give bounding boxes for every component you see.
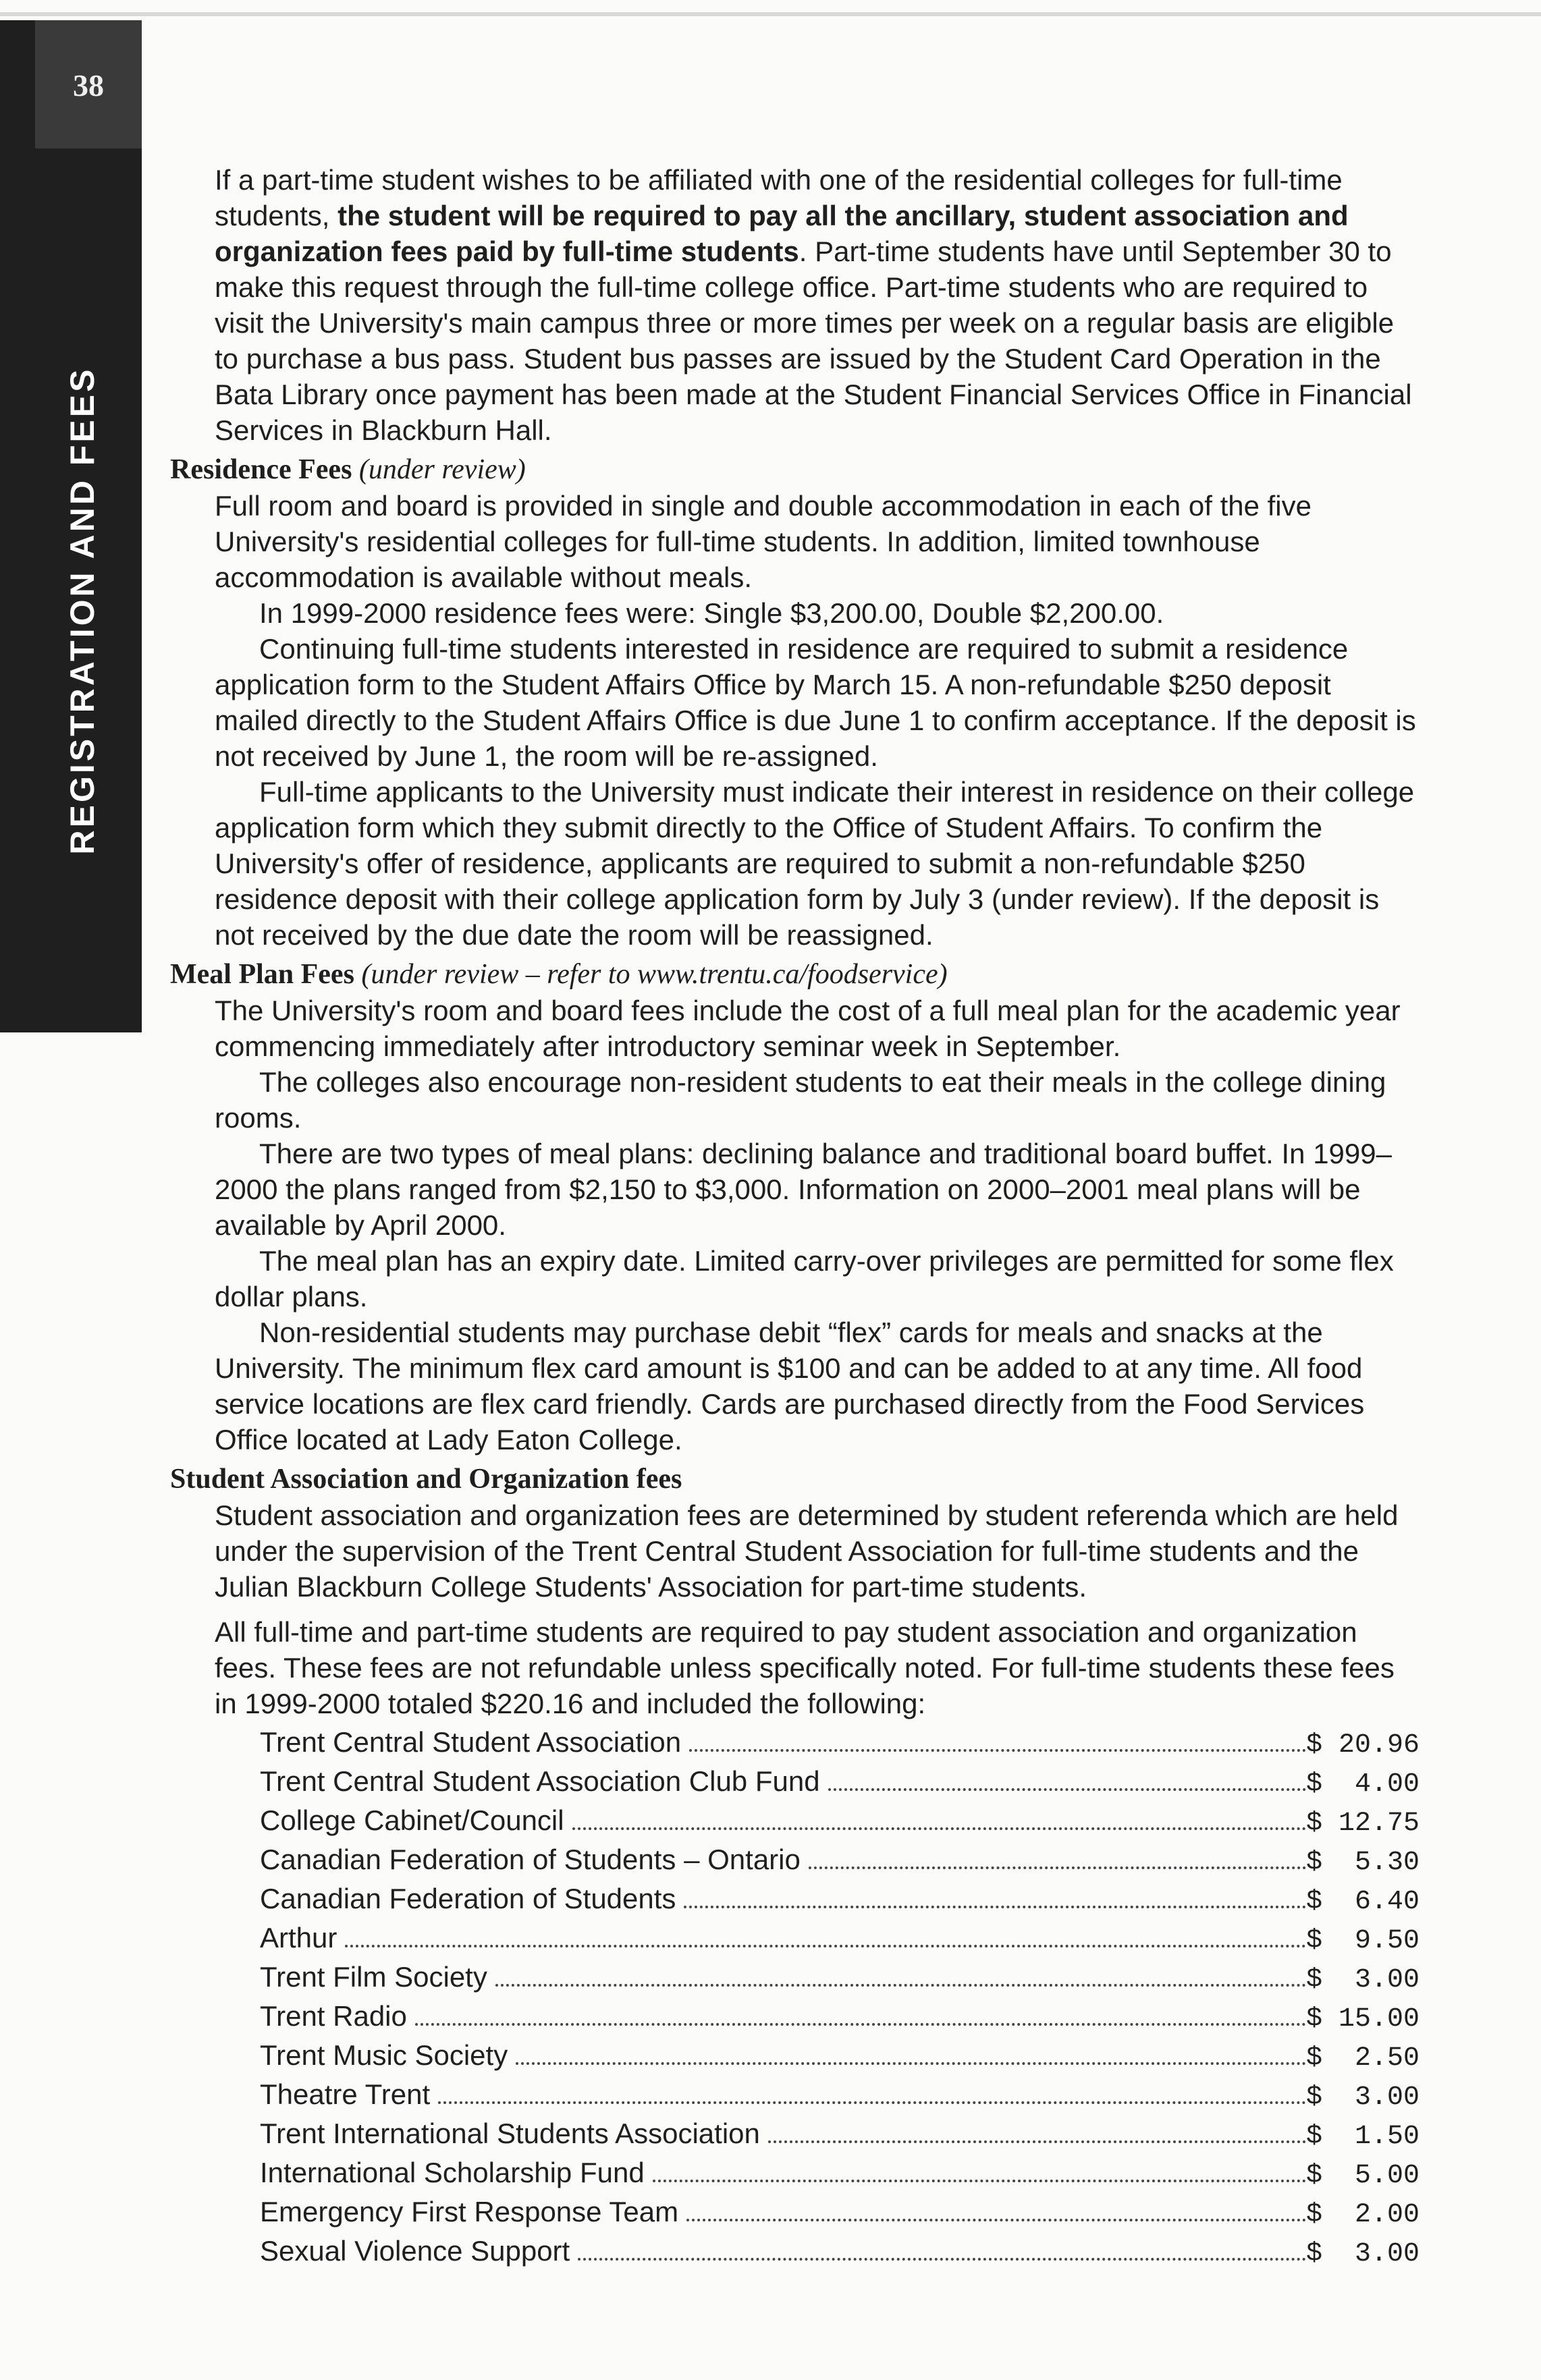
page-number: 38 — [73, 68, 104, 103]
student-assoc-paragraph-2: All full-time and part-time students are required to pay student association and organization fees. These fees are not refundable unless specifically noted. For full-time students these fees in 1999-2000 totaled $220.16 and included the following: — [215, 1616, 1395, 1719]
fee-label: Trent Music Society — [260, 2039, 508, 2071]
residence-heading-note: (under review) — [358, 454, 526, 485]
dot-leader — [516, 2062, 1306, 2065]
intro-text-1: If a part-time student wishes to be affiliated with one of the residential colleges for full-time students, — [215, 164, 1343, 231]
fee-row — [260, 2037, 1421, 2076]
fee-amount: $ 6.40 — [1306, 1887, 1420, 1917]
dot-leader — [828, 1788, 1306, 1791]
top-rule — [0, 12, 1541, 16]
meal-plan-heading-text: Meal Plan Fees — [170, 959, 354, 990]
fee-amount: $ 5.30 — [1306, 1848, 1420, 1878]
residence-heading-text: Residence Fees — [170, 454, 352, 485]
dot-leader — [572, 1827, 1306, 1830]
residence-paragraph-4: Full-time applicants to the University must indicate their interest in residence on their college application form which they submit directly to the Office of Student Affairs. To confirm the University's offer of residence, applicants are required to submit a non-refundable $250 residence deposit with their college application form by July 3 (under review). If the deposit is not received by the due date the room will be reassigned. — [215, 776, 1415, 951]
meal-paragraph-1: The University's room and board fees include the cost of a full meal plan for the academic year commencing immediately after introductory seminar week in September. — [215, 995, 1401, 1062]
fee-amount: $ 2.50 — [1306, 2043, 1420, 2074]
residence-heading — [170, 452, 1419, 488]
fee-amount: $ 3.00 — [1306, 2082, 1420, 2113]
meal-plan-heading-note: (under review – refer to www.trentu.ca/foodservice) — [361, 959, 948, 990]
fee-amount: $ 15.00 — [1306, 2004, 1420, 2035]
dot-leader — [684, 1906, 1306, 1908]
dot-leader — [578, 2258, 1306, 2261]
fee-amount: $ 20.96 — [1306, 1730, 1420, 1761]
fee-amount: $ 3.00 — [1306, 1965, 1420, 1995]
fee-row — [260, 1959, 1421, 1998]
fee-label: Canadian Federation of Students – Ontario — [260, 1844, 801, 1875]
intro-paragraph — [170, 162, 1419, 448]
dot-leader — [768, 2140, 1306, 2143]
fee-row — [260, 2076, 1421, 2115]
fee-list — [170, 1724, 1419, 2272]
fee-amount: $ 4.00 — [1306, 1769, 1420, 1800]
intro-text-2: . Part-time students have until September 30 to make this request through the full-time college office. Part-time students who are required to visit the University's main campus three or more times per week on a regular basis are eligible to purchase a bus pass. Student bus passes are issued by the Student Card Operation in the Bata Library once payment has been made at the Student Financial Services Office in Financial Services in Blackburn Hall. — [215, 236, 1412, 446]
fee-label: Arthur — [260, 1922, 337, 1954]
section-title-vertical: REGISTRATION AND FEES — [63, 366, 101, 855]
student-assoc-paragraph-1: Student association and organization fees are determined by student referenda which are held under the supervision of the Trent Central Student Association for full-time students and the Julian Blackburn College Students' Association for part-time students. — [215, 1499, 1399, 1603]
fee-row — [260, 2233, 1421, 2272]
intro-bold-text: the student will be required to pay all the ancillary, student association and organization fees paid by full-time students — [215, 200, 1349, 267]
fee-row — [260, 1842, 1421, 1881]
fee-label: Trent Film Society — [260, 1961, 487, 1993]
fee-amount: $ 3.00 — [1306, 2239, 1420, 2269]
fee-label: College Cabinet/Council — [260, 1804, 564, 1836]
fee-row — [260, 2194, 1421, 2233]
residence-paragraph-1: Full room and board is provided in single and double accommodation in each of the five University's residential colleges for full-time students. In addition, limited townhouse accommodation is available without meals. — [215, 490, 1312, 593]
fee-label: International Scholarship Fund — [260, 2157, 645, 2188]
fee-label: Trent Central Student Association — [260, 1726, 682, 1758]
meal-paragraph-4: The meal plan has an expiry date. Limited carry-over privileges are permitted for some flex dollar plans. — [215, 1245, 1394, 1312]
dot-leader — [689, 1749, 1306, 1752]
fee-label: Canadian Federation of Students — [260, 1883, 676, 1914]
meal-paragraph-5: Non-residential students may purchase debit “flex” cards for meals and snacks at the University. The minimum flex card amount is $100 and can be added to at any time. All food service locations are flex card friendly. Cards are purchased directly from the Food Services Office located at Lady Eaton College. — [215, 1317, 1365, 1456]
meal-plan-heading — [170, 957, 1419, 993]
meal-paragraph-3: There are two types of meal plans: declining balance and traditional board buffet. In 1999–2000 the plans ranged from $2,150 to $3,000. Information on 2000–2001 meal plans will be available by April 2000. — [215, 1138, 1392, 1241]
residence-paragraph-2: In 1999-2000 residence fees were: Single $3,200.00, Double $2,200.00. — [259, 597, 1164, 629]
fee-amount: $ 9.50 — [1306, 1926, 1420, 1956]
fee-row — [260, 1802, 1421, 1842]
dot-leader — [653, 2180, 1306, 2182]
fee-row — [260, 1920, 1421, 1959]
fee-label: Sexual Violence Support — [260, 2235, 570, 2267]
fee-row — [260, 1763, 1421, 1802]
student-assoc-heading: Student Association and Organization fees — [170, 1464, 682, 1495]
fee-label: Theatre Trent — [260, 2078, 431, 2110]
fee-row — [260, 1724, 1421, 1763]
fee-row — [260, 1998, 1421, 2037]
fee-label: Trent Central Student Association Club Fund — [260, 1765, 820, 1797]
meal-paragraph-2: The colleges also encourage non-resident students to eat their meals in the college dining rooms. — [215, 1066, 1386, 1134]
fee-amount: $ 1.50 — [1306, 2122, 1420, 2152]
fee-label: Trent International Students Association — [260, 2118, 760, 2149]
fee-amount: $ 2.00 — [1306, 2200, 1420, 2230]
fee-label: Trent Radio — [260, 2000, 407, 2032]
fee-label: Emergency First Response Team — [260, 2196, 679, 2227]
dot-leader — [438, 2101, 1306, 2104]
page-content — [170, 162, 1419, 2272]
fee-amount: $ 12.75 — [1306, 1808, 1420, 1839]
fee-row — [260, 2155, 1421, 2194]
dot-leader — [495, 1984, 1306, 1987]
fee-row — [260, 2115, 1421, 2155]
dot-leader — [415, 2023, 1306, 2026]
fee-amount: $ 5.00 — [1306, 2161, 1420, 2191]
dot-leader — [686, 2219, 1306, 2221]
residence-paragraph-3: Continuing full-time students interested in residence are required to submit a residence application form to the Student Affairs Office by March 15. A non-refundable $250 deposit mailed directly to the Student Affairs Office is due June 1 to confirm acceptance. If the deposit is not received by June 1, the room will be re-assigned. — [215, 633, 1416, 772]
fee-row — [260, 1881, 1421, 1920]
dot-leader — [809, 1866, 1306, 1869]
dot-leader — [345, 1945, 1306, 1947]
